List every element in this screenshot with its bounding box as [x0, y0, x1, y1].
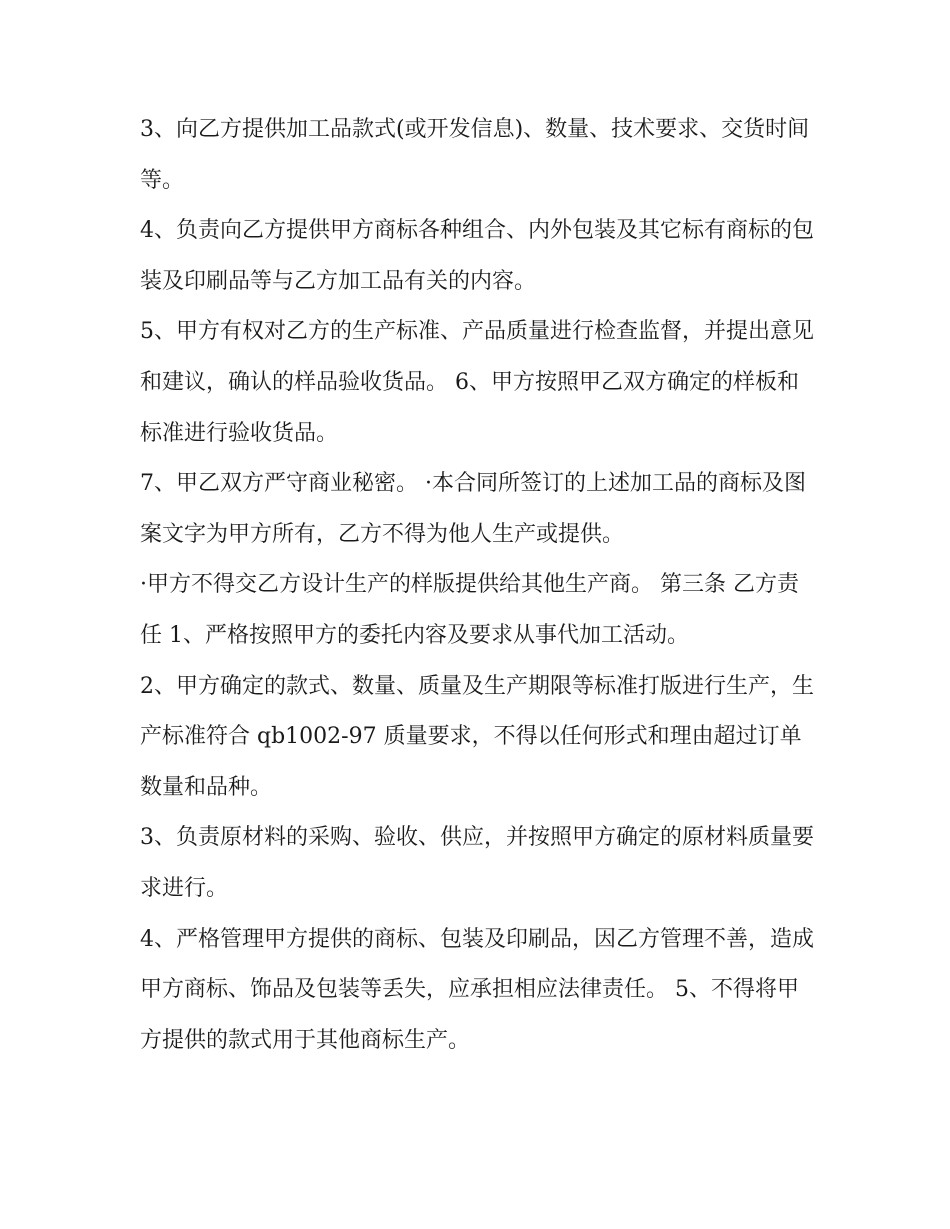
paragraph-7-confidentiality: 7、甲乙双方严守商业秘密。 ·本合同所签订的上述加工品的商标及图案文字为甲方所有，乙方不得为他人生产或提供。	[140, 471, 806, 547]
paragraph-article-3-party-b: ·甲方不得交乙方设计生产的样版提供给其他生产商。 第三条 乙方责任 1、严格按照甲方的委托内容及要求从事代加工活动。	[140, 572, 799, 648]
paragraph-4-provide-trademarks: 4、负责向乙方提供甲方商标各种组合、内外包装及其它标有商标的包装及印刷品等与乙方加工品有关的内容。	[140, 218, 814, 294]
paragraph-5-inspection: 5、甲方有权对乙方的生产标准、产品质量进行检查监督，并提出意见和建议，确认的样品验收货品。 6、甲方按照甲乙双方确定的样板和标准进行验收货品。	[140, 319, 814, 446]
paragraph-3-raw-materials: 3、负责原材料的采购、验收、供应，并按照甲方确定的原材料质量要求进行。	[140, 825, 814, 901]
document-body	[140, 105, 820, 1066]
paragraph-3-provide-styles: 3、向乙方提供加工品款式(或开发信息)、数量、技术要求、交货时间等。	[140, 117, 810, 193]
paragraph-4-trademark-management: 4、严格管理甲方提供的商标、包装及印刷品，因乙方管理不善，造成甲方商标、饰品及包装等丢失，应承担相应法律责任。 5、不得将甲方提供的款式用于其他商标生产。	[140, 926, 814, 1053]
paragraph-2-production-standard: 2、甲方确定的款式、数量、质量及生产期限等标准打版进行生产，生产标准符合 qb1002-97 质量要求，不得以任何形式和理由超过订单数量和品种。	[140, 673, 814, 800]
